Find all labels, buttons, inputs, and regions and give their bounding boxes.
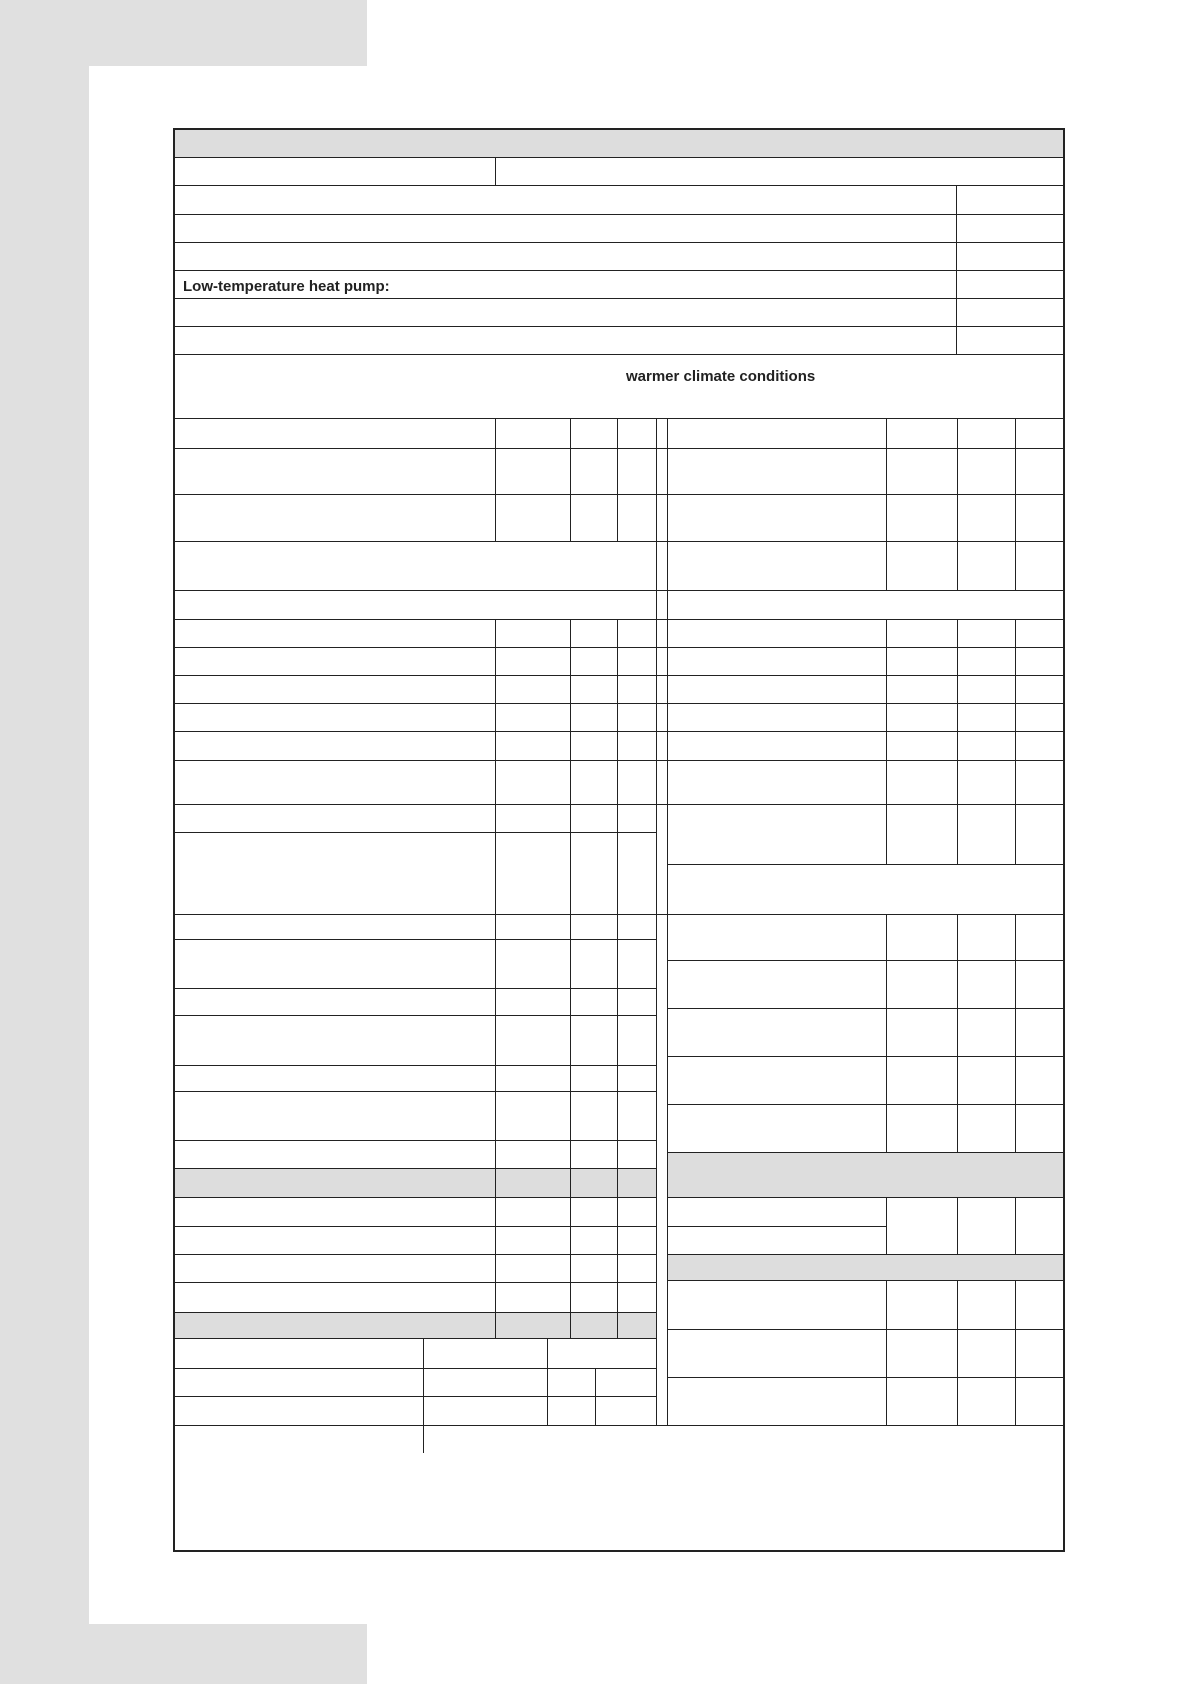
col-line [957,418,958,590]
row-line [175,1396,656,1397]
row-line [175,1312,656,1313]
col-line [495,418,496,541]
row-line [175,988,656,989]
col-line [1015,914,1016,1152]
row-line [175,185,1063,186]
row-line [547,1368,656,1369]
row-line [175,541,1063,542]
row-line [175,1140,656,1141]
row-line [175,494,1063,495]
product-fiche-form [173,128,1065,1552]
row-line [175,804,1063,805]
row-line [175,1226,656,1227]
col-line [617,619,618,1338]
row-line [667,1008,1063,1009]
col-line [957,1280,958,1425]
right-section-shaded-row-2 [667,1254,1063,1280]
row-line [175,914,1063,915]
row-line [175,157,1063,158]
row-line [175,1338,656,1339]
row-line [175,298,1063,299]
col-line [886,619,887,864]
row-line [175,675,1063,676]
col-line [423,1338,424,1453]
left-section-shaded-row-2 [175,1312,656,1338]
row-line [175,832,656,833]
row-line [175,1197,656,1198]
col-line [656,418,657,1425]
left-section-shaded-row-1 [175,1168,656,1197]
col-line [886,1197,887,1254]
col-line [570,418,571,541]
row-line [667,1254,1063,1255]
top-margin-bar [0,0,367,66]
row-line [667,1280,1063,1281]
row-line [175,418,1063,419]
col-line [1015,619,1016,864]
row-line [175,760,1063,761]
header-shaded-row [175,130,1063,157]
row-line [175,731,1063,732]
row-line [667,960,1063,961]
row-line [175,326,1063,327]
row-line [175,1091,656,1092]
col-line [957,619,958,864]
row-line [175,619,1063,620]
row-line [667,864,1063,865]
row-line [175,270,1063,271]
row-line [175,939,656,940]
row-line [175,1015,656,1016]
col-line [957,914,958,1152]
right-section-shaded-row-1 [667,1152,1063,1197]
row-line [175,1425,1063,1426]
col-line [547,1338,548,1425]
col-line [1015,1197,1016,1254]
col-line [1015,1280,1016,1425]
col-line [956,185,957,354]
row-line [175,590,1063,591]
col-line [957,1197,958,1254]
col-line [570,619,571,1338]
row-line [175,703,1063,704]
row-line [667,1197,1063,1198]
row-line [667,1104,1063,1105]
row-line [667,1056,1063,1057]
row-line [175,1254,656,1255]
col-line [1015,418,1016,590]
col-line [495,619,496,1338]
col-line [495,157,496,185]
warmer-climate-conditions-label: warmer climate conditions [626,368,816,385]
row-line [667,1377,1063,1378]
row-line [175,1168,656,1169]
left-margin-bar [0,0,89,1684]
row-line [175,647,1063,648]
row-line [667,1329,1063,1330]
col-line [886,914,887,1152]
col-line [886,418,887,590]
row-line [175,1065,656,1066]
row-line [175,448,1063,449]
col-line [886,1280,887,1425]
row-line [667,1152,1063,1153]
low-temperature-heat-pump-label: Low-temperature heat pump: [183,278,390,295]
col-line [667,418,668,1425]
row-line [175,242,1063,243]
row-line [175,1282,656,1283]
row-line [667,1226,886,1227]
bottom-margin-bar [0,1624,367,1684]
row-line [175,354,1063,355]
row-line [175,214,1063,215]
col-line [617,418,618,541]
col-line [595,1368,596,1425]
